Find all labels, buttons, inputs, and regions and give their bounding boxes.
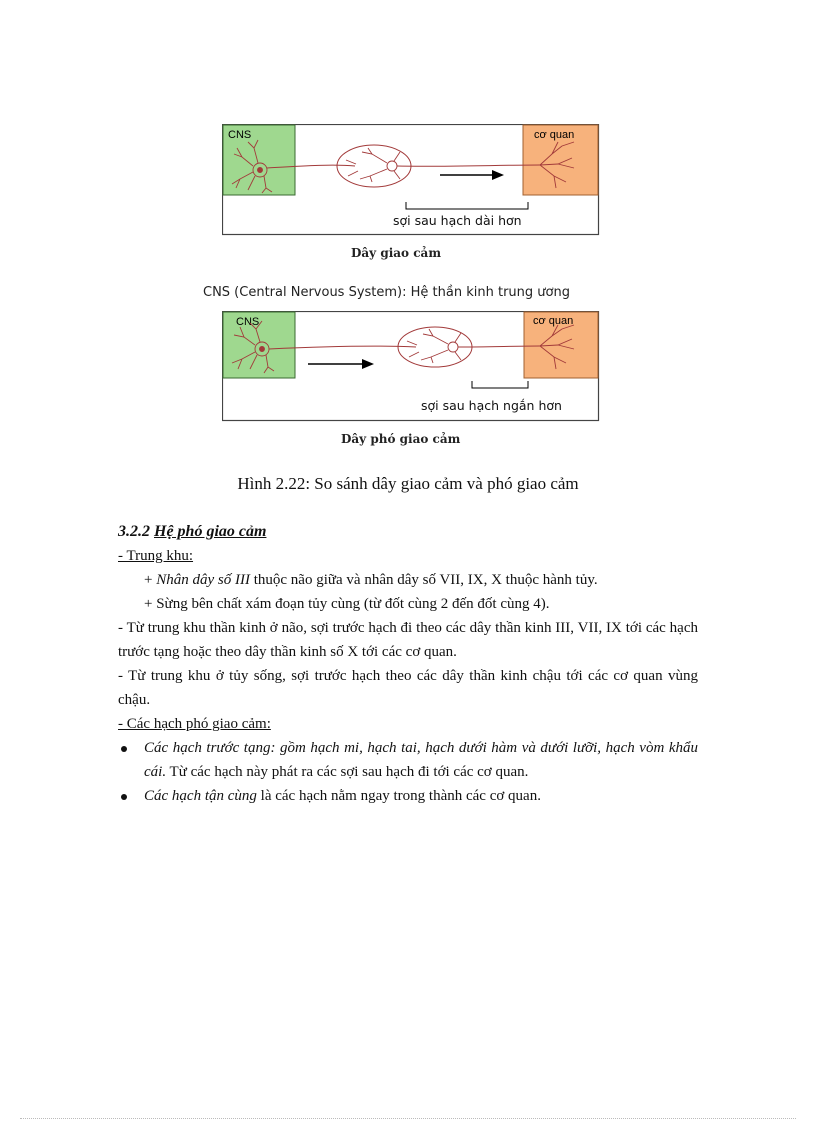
center-item-1: + Nhân dây số III thuộc não giữa và nhân dây số VII, IX, X thuộc hành tủy. (144, 572, 598, 588)
svg-text:cơ quan: cơ quan (534, 129, 575, 141)
bullet-terminal-ganglia: Các hạch tận cùng là các hạch nằm ngay trong thành các cơ quan. (118, 784, 698, 808)
figure-caption: Hình 2.22: So sánh dây giao cảm và phó giao cảm (237, 474, 579, 493)
paragraph-brain: - Từ trung khu thần kinh ở não, sợi trước hạch đi theo các dây thần kinh III, VII, IX tới các hạch trước tạng hoặc theo dây thần kinh số X tới các cơ quan. (118, 620, 698, 660)
svg-text:CNS: CNS (228, 129, 252, 141)
sympathetic-diagram (222, 124, 600, 236)
parasympathetic-caption: Dây phó giao cảm (341, 432, 461, 446)
section-body (118, 520, 698, 808)
svg-text:cơ quan: cơ quan (533, 315, 574, 327)
sympathetic-caption: Dây giao cảm (351, 246, 442, 260)
svg-text:sợi sau hạch ngắn hơn: sợi sau hạch ngắn hơn (421, 398, 562, 413)
center-label: - Trung khu: (118, 548, 194, 564)
svg-text:CNS: CNS (236, 316, 260, 328)
cns-definition: CNS (Central Nervous System): Hệ thần kinh trung ương (203, 285, 570, 300)
bullet-preorgan-ganglia: Các hạch trước tạng: gồm hạch mi, hạch tai, hạch dưới hàm và dưới lưỡi, hạch vòm khẩu cái. Từ các hạch này phát ra các sợi sau hạch đi tới các cơ quan. (118, 736, 698, 784)
page-border (20, 1118, 796, 1119)
center-item-2: + Sừng bên chất xám đoạn tủy cùng (từ đốt cùng 2 đến đốt cùng 4). (144, 596, 550, 612)
section-title: Hệ phó giao cảm (154, 523, 267, 540)
svg-text:sợi sau hạch dài hơn: sợi sau hạch dài hơn (393, 213, 522, 228)
ganglia-label: - Các hạch phó giao cảm: (118, 716, 271, 732)
section-heading: 3.2.2 Hệ phó giao cảm (118, 523, 267, 540)
parasympathetic-diagram (222, 311, 600, 422)
paragraph-spinal: - Từ trung khu ở tủy sống, sợi trước hạch theo các dây thần kinh chậu tới các cơ quan vùng chậu. (118, 668, 698, 708)
